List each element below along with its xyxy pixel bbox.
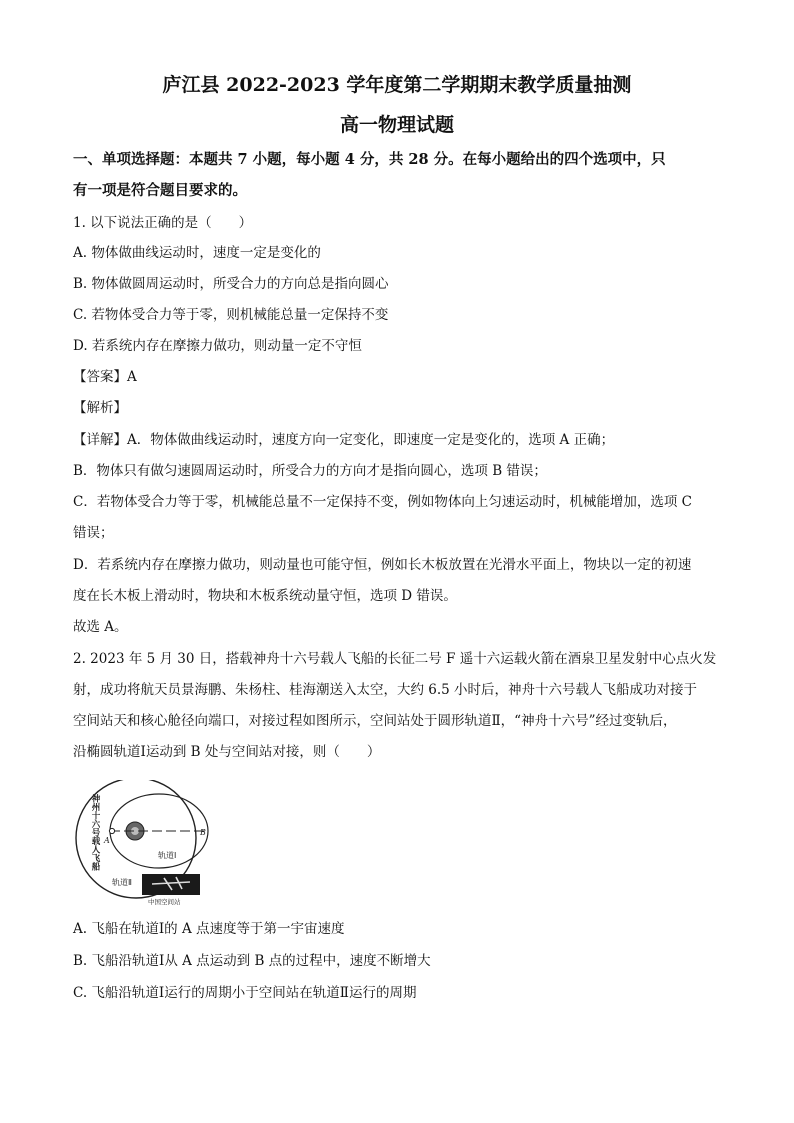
q1-detail-line: C．若物体受合力等于零，机械能总量不一定保持不变，例如物体向上匀速运动时，机械能增加，选项 C [73,494,692,510]
q1-option-a: A. 物体做曲线运动时，速度一定是变化的 [73,245,321,261]
q1-analysis-label: 【解析】 [73,400,127,416]
q1-detail-line: B．物体只有做匀速圆周运动时，所受合力的方向才是指向圆心，选项 B 错误； [73,463,547,479]
q1-conclusion: 故选 A。 [73,619,128,635]
q1-option-d: D. 若系统内存在摩擦力做功，则动量一定不守恒 [73,338,362,354]
point-b-label: B [200,828,206,837]
orbit-2-label: 轨道Ⅱ [112,878,132,887]
q1-option-c: C. 若物体受合力等于零，则机械能总量一定保持不变 [73,307,389,323]
question-2-stem-cont: 空间站天和核心舱径向端口，对接过程如图所示，空间站处于圆形轨道Ⅱ，“神舟十六号”经过变轨后， [73,713,677,729]
section-heading: 一、单项选择题：本题共 7 小题，每小题 4 分，共 28 分。在每小题给出的四个选项中，只 [73,151,666,168]
q2-option-b: B. 飞船沿轨道Ⅰ从 A 点运动到 B 点的过程中，速度不断增大 [73,953,431,969]
q1-answer: 【答案】A [73,369,137,385]
orbit-diagram [72,780,212,908]
space-station-photo [142,874,200,895]
exam-subtitle: 高一物理试题 [339,114,454,136]
q2-option-c: C. 飞船沿轨道Ⅰ运行的周期小于空间站在轨道Ⅱ运行的周期 [73,985,417,1001]
station-label: 中国空间站 [148,898,181,906]
section-heading-cont: 有一项是符合题目要求的。 [73,182,247,199]
q1-detail-line: 度在长木板上滑动时，物块和木板系统动量守恒，选项 D 错误。 [73,588,457,604]
point-a-label: A [104,836,110,845]
question-1-stem: 1. 以下说法正确的是（ ） [73,215,253,231]
q1-option-b: B. 物体做圆周运动时，所受合力的方向总是指向圆心 [73,276,389,292]
q2-option-a: A. 飞船在轨道Ⅰ的 A 点速度等于第一宇宙速度 [73,921,345,937]
side-label: 神州十六号载人飞船 [90,794,100,871]
spacecraft-icon [109,828,114,833]
q1-detail-line: 错误； [73,525,114,541]
orbit-1-label: 轨道Ⅰ [158,851,177,860]
q1-detail-line: 【详解】A．物体做曲线运动时，速度方向一定变化，即速度一定是变化的，选项 A 正确； [73,432,615,448]
q1-detail-line: D．若系统内存在摩擦力做功，则动量也可能守恒，例如长木板放置在光滑水平面上，物块以一定的初速 [73,557,692,573]
exam-title: 庐江县 2022-2023 学年度第二学期期末教学质量抽测 [162,74,632,96]
question-2-stem: 2. 2023 年 5 月 30 日，搭载神舟十六号载人飞船的长征二号 F 遥十六运载火箭在酒泉卫星发射中心点火发 [73,651,717,667]
question-2-stem-cont: 射，成功将航天员景海鹏、朱杨柱、桂海潮送入太空，大约 6.5 小时后，神舟十六号载人飞船成功对接于 [73,682,698,698]
question-2-stem-cont: 沿椭圆轨道Ⅰ运动到 B 处与空间站对接，则（ ） [73,744,381,760]
